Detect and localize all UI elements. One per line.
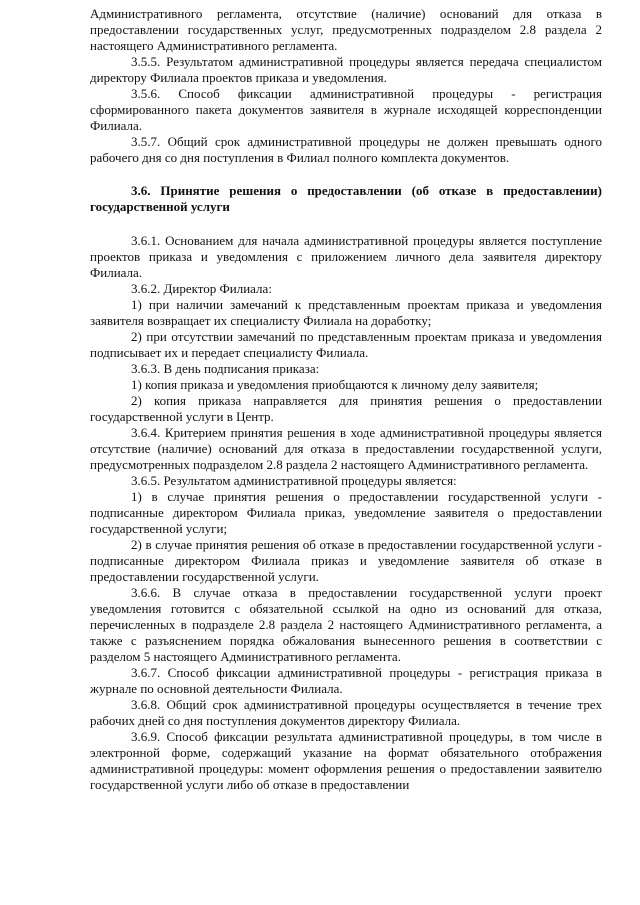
list-item-3-6-5-1: 1) в случае принятия решения о предоставлении государственной услуги - подписанные директором Филиала приказ, уведомление заявителя о предоставлении государственной услуги; bbox=[90, 489, 602, 536]
spacer bbox=[90, 166, 602, 183]
paragraph-3-6-6: 3.6.6. В случае отказа в предоставлении государственной услуги проект уведомления готовится с обязательной ссылкой на одно из оснований для отказа, перечисленных в подразделе 2.8 раздела 2 настоящего Административного регламента, а также с разъяснением порядка обжалования вынесенного решения в соответствии с разделом 5 настоящего Административного регламента. bbox=[90, 585, 602, 664]
paragraph-3-6-3: 3.6.3. В день подписания приказа: bbox=[131, 361, 320, 376]
list-item-3-6-2-1: 1) при наличии замечаний к представленным проектам приказа и уведомления заявителя возвращает их специалисту Филиала на доработку; bbox=[90, 297, 602, 328]
paragraph-3-6-9: 3.6.9. Способ фиксации результата административной процедуры, в том числе в электронной форме, содержащий указание на формат обязательного отображения административной процедуры: момент оформления решения о предоставлении заявителю государственной услуги либо об отказе в предоставлении bbox=[90, 729, 602, 792]
paragraph-3-6-4: 3.6.4. Критерием принятия решения в ходе административной процедуры является отсутствие (наличие) оснований для отказа в предоставлении государственной услуги, предусмотренных подразделом 2.8 раздела 2 настоящего Административного регламента. bbox=[90, 425, 602, 472]
paragraph-3-6-2: 3.6.2. Директор Филиала: bbox=[131, 281, 272, 296]
paragraph-3-6-8: 3.6.8. Общий срок административной процедуры осуществляется в течение трех рабочих дней со дня поступления документов директору Филиала. bbox=[90, 697, 602, 728]
list-item-3-6-2-2: 2) при отсутствии замечаний по представленным проектам приказа и уведомления подписывает их и передает специалисту Филиала. bbox=[90, 329, 602, 360]
spacer bbox=[90, 215, 602, 233]
document-page bbox=[90, 6, 602, 793]
section-heading-3-6: 3.6. Принятие решения о предоставлении (об отказе в предоставлении) государственной услуги bbox=[90, 183, 602, 214]
list-item-3-6-5-2: 2) в случае принятия решения об отказе в предоставлении государственной услуги - подписанные директором Филиала приказ и уведомление заявителя об отказе в предоставлении государственной услуги. bbox=[90, 537, 602, 584]
paragraph-3-5-5: 3.5.5. Результатом административной процедуры является передача специалистом директору Филиала проектов приказа и уведомления. bbox=[90, 54, 602, 85]
paragraph-3-6-7: 3.6.7. Способ фиксации административной процедуры - регистрация приказа в журнале по основной деятельности Филиала. bbox=[90, 665, 602, 696]
paragraph-3-5-7: 3.5.7. Общий срок административной процедуры не должен превышать одного рабочего дня со дня поступления в Филиал полного комплекта документов. bbox=[90, 134, 602, 165]
list-item-3-6-3-1: 1) копия приказа и уведомления приобщаются к личному делу заявителя; bbox=[131, 377, 539, 392]
paragraph-3-6-1: 3.6.1. Основанием для начала административной процедуры является поступление проектов приказа и уведомления с приложением личного дела заявителя директору Филиала. bbox=[90, 233, 602, 280]
list-item-3-6-3-2: 2) копия приказа направляется для принятия решения о предоставлении государственной услуги в Центр. bbox=[90, 393, 602, 424]
paragraph-3-5-6: 3.5.6. Способ фиксации административной процедуры - регистрация сформированного пакета документов заявителя в журнале исходящей корреспонденции Филиала. bbox=[90, 86, 602, 133]
paragraph-3-6-5: 3.6.5. Результатом административной процедуры является: bbox=[131, 473, 457, 488]
paragraph-intro: Административного регламента, отсутствие (наличие) оснований для отказа в предоставлении государственных услуг, предусмотренных подразделом 2.8 раздела 2 настоящего Административного регламента. bbox=[90, 6, 602, 53]
